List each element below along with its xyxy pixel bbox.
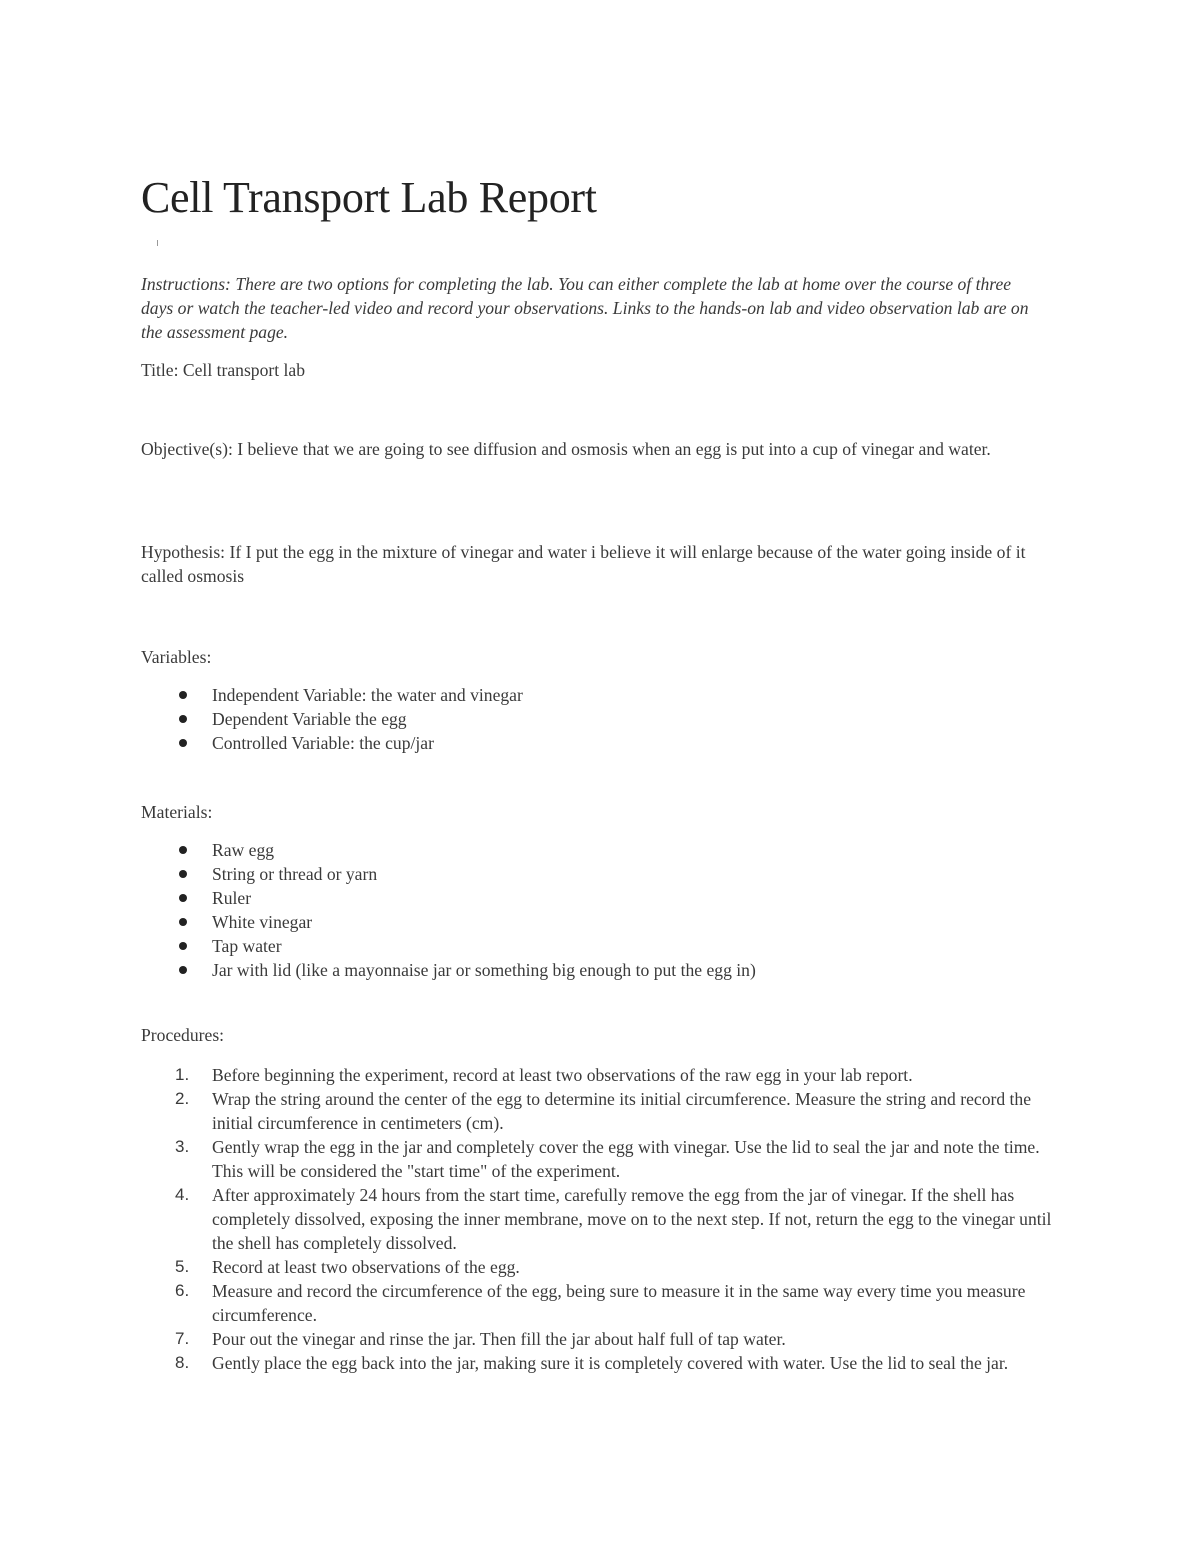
step-number: 1. xyxy=(175,1065,190,1084)
bullet-icon xyxy=(179,691,187,699)
list-item: Independent Variable: the water and vinegar xyxy=(141,683,1056,707)
list-item: 3. Gently wrap the egg in the jar and completely cover the egg with vinegar. Use the lid to seal the jar and note the time. This will be considered the "start time" of the experiment. xyxy=(175,1137,1040,1181)
step-number: 8. xyxy=(175,1353,190,1372)
materials-heading: Materials: xyxy=(141,802,213,822)
document-title: Cell Transport Lab Report xyxy=(141,173,597,222)
step-number: 5. xyxy=(175,1257,190,1276)
bullet-icon xyxy=(179,942,187,950)
step-number: 2. xyxy=(175,1089,190,1108)
list-item: Dependent Variable the egg xyxy=(141,707,1056,731)
list-item: 2. Wrap the string around the center of the egg to determine its initial circumference. Measure the string and record the initial circumference in centimeters (cm). xyxy=(175,1089,1032,1133)
bullet-icon xyxy=(179,715,187,723)
list-item: Tap water xyxy=(141,934,1056,958)
step-number: 4. xyxy=(175,1185,190,1204)
hypothesis-paragraph: Hypothesis: If I put the egg in the mixture of vinegar and water i believe it will enlarge because of the water going inside of it called osmosis xyxy=(141,542,1026,586)
bullet-icon xyxy=(179,739,187,747)
step-number: 3. xyxy=(175,1137,190,1156)
variables-heading: Variables: xyxy=(141,647,212,667)
cursor-mark xyxy=(157,240,158,246)
variables-list xyxy=(141,683,1056,755)
procedures-list xyxy=(141,1063,1056,1375)
objectives-paragraph: Objective(s): I believe that we are going to see diffusion and osmosis when an egg is put into a cup of vinegar and water. xyxy=(141,439,991,459)
list-item: 5. Record at least two observations of the egg. xyxy=(175,1257,520,1277)
list-item: Controlled Variable: the cup/jar xyxy=(141,731,1056,755)
list-item: 1. Before beginning the experiment, record at least two observations of the raw egg in your lab report. xyxy=(175,1065,913,1085)
bullet-icon xyxy=(179,966,187,974)
list-item: Raw egg xyxy=(141,838,1056,862)
list-item: 4. After approximately 24 hours from the start time, carefully remove the egg from the jar of vinegar. If the shell has completely dissolved, exposing the inner membrane, move on to the next step. If not, return the egg to the vinegar until the shell has completely dissolved. xyxy=(175,1185,1052,1253)
list-item: 8. Gently place the egg back into the jar, making sure it is completely covered with water. Use the lid to seal the jar. xyxy=(175,1353,1009,1373)
step-number: 7. xyxy=(175,1329,190,1348)
bullet-icon xyxy=(179,918,187,926)
list-item: White vinegar xyxy=(141,910,1056,934)
bullet-icon xyxy=(179,870,187,878)
list-item: Ruler xyxy=(141,886,1056,910)
title-line: Title: Cell transport lab xyxy=(141,360,306,380)
bullet-icon xyxy=(179,846,187,854)
instructions-paragraph: Instructions: There are two options for completing the lab. You can either complete the lab at home over the course of three days or watch the teacher-led video and record your observations. Links to the hands-on lab and video observation lab are on the assessment page. xyxy=(141,274,1029,342)
procedures-heading: Procedures: xyxy=(141,1025,225,1045)
materials-list xyxy=(141,838,1056,982)
step-number: 6. xyxy=(175,1281,190,1300)
list-item: 7. Pour out the vinegar and rinse the jar. Then fill the jar about half full of tap water. xyxy=(175,1329,786,1349)
list-item: 6. Measure and record the circumference of the egg, being sure to measure it in the same way every time you measure circumference. xyxy=(175,1281,1026,1325)
list-item: Jar with lid (like a mayonnaise jar or something big enough to put the egg in) xyxy=(141,958,1056,982)
bullet-icon xyxy=(179,894,187,902)
list-item: String or thread or yarn xyxy=(141,862,1056,886)
